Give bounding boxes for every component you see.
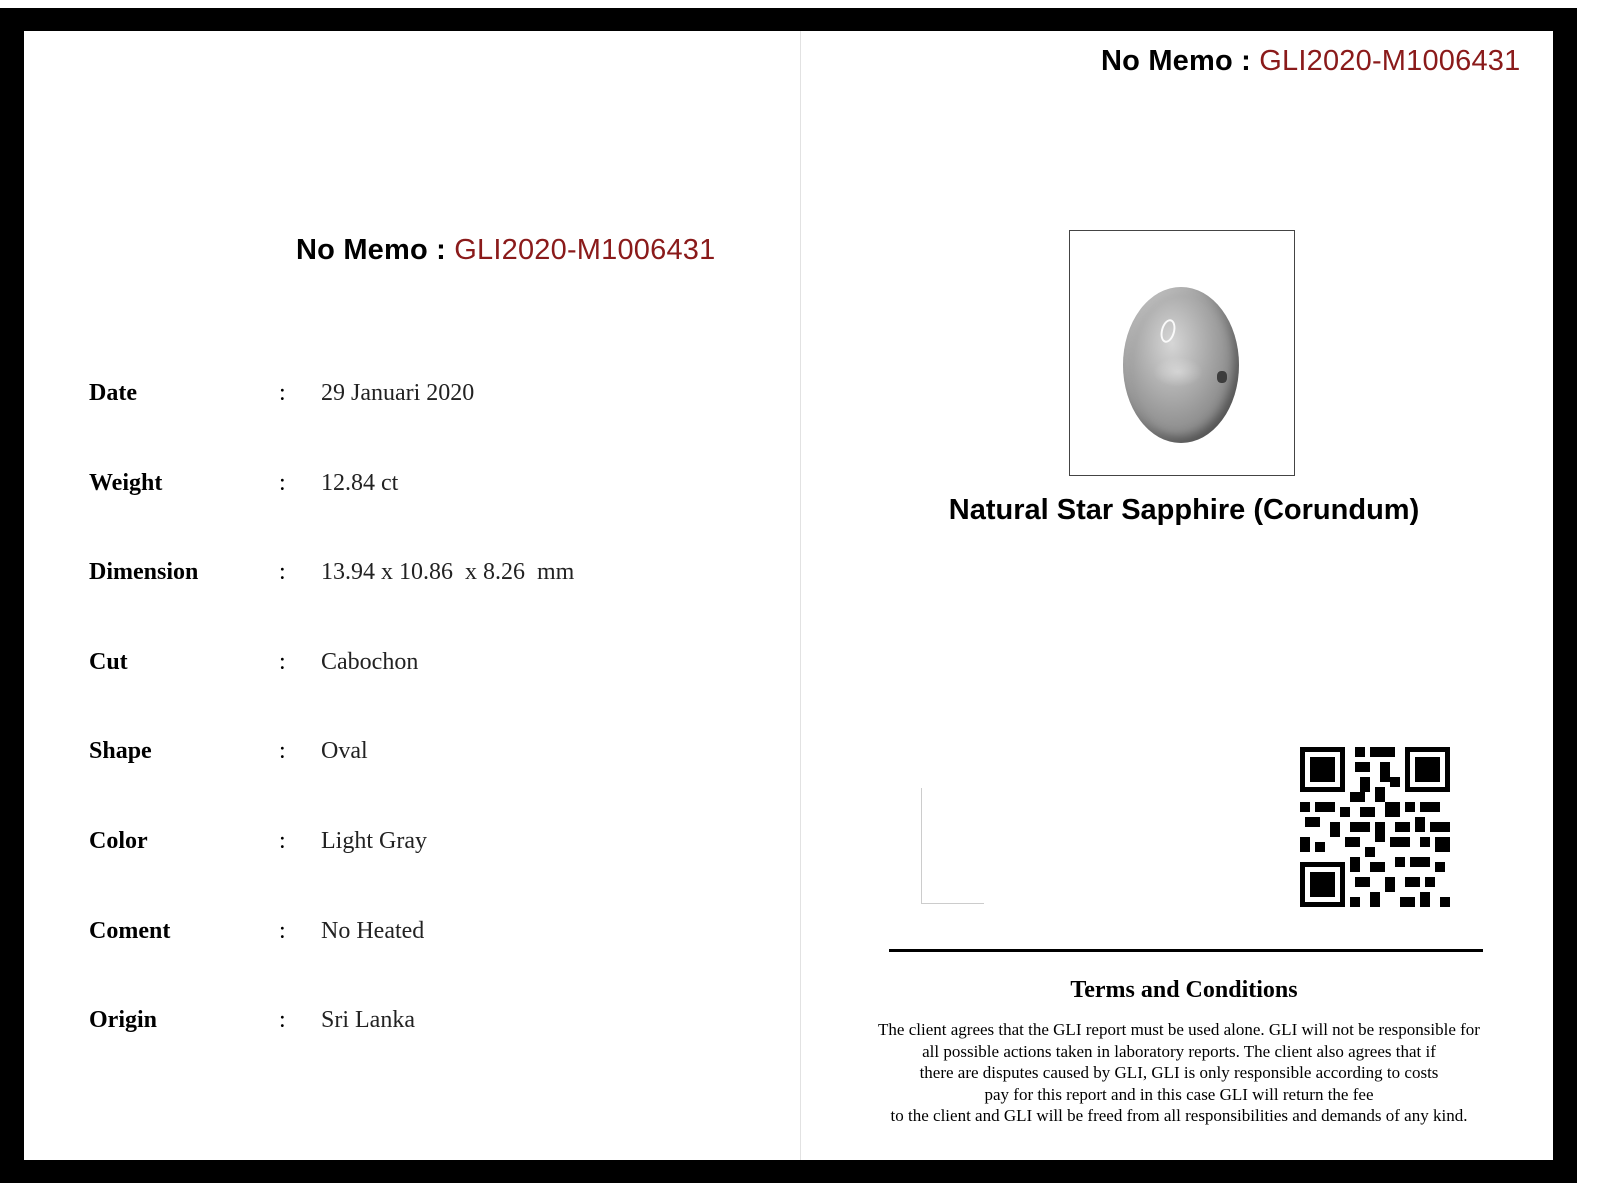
- terms-line: to the client and GLI will be freed from all responsibilities and demands of any kind.: [890, 1106, 1468, 1125]
- memo-number-left: [296, 234, 715, 267]
- field-value: Sri Lanka: [321, 1007, 415, 1033]
- field-value: 29 Januari 2020: [321, 380, 475, 406]
- field-label: Coment: [89, 918, 171, 944]
- stone-identification: Natural Star Sapphire (Corundum): [948, 494, 1420, 526]
- field-value: 12.84 ct: [321, 470, 399, 496]
- field-colon: :: [279, 828, 286, 854]
- gem-photo-frame: [1069, 230, 1295, 476]
- field-label: Origin: [89, 1007, 158, 1033]
- memo-label: No Memo :: [296, 234, 447, 266]
- field-label: Cut: [89, 649, 128, 675]
- field-label: Weight: [89, 470, 163, 496]
- field-colon: :: [279, 470, 286, 496]
- terms-line: there are disputes caused by GLI, GLI is only responsible according to costs: [919, 1063, 1439, 1082]
- field-label: Date: [89, 380, 137, 406]
- document-frame: [0, 8, 1577, 1183]
- light-reflection: [1158, 318, 1178, 345]
- inclusion-mark: [1217, 371, 1227, 383]
- field-value: Cabochon: [321, 649, 419, 675]
- field-colon: :: [279, 380, 286, 406]
- section-divider: [889, 949, 1483, 952]
- field-value: Oval: [321, 738, 368, 764]
- qr-code-icon: [1300, 747, 1450, 907]
- signature-area: [921, 788, 984, 904]
- field-colon: :: [279, 738, 286, 764]
- field-value: No Heated: [321, 918, 425, 944]
- memo-number-right: [1101, 45, 1520, 78]
- star-sapphire-photo: [1123, 287, 1239, 443]
- field-colon: :: [279, 1007, 286, 1033]
- field-label: Shape: [89, 738, 152, 764]
- asterism-glow: [1153, 357, 1203, 387]
- field-colon: :: [279, 559, 286, 585]
- field-label: Color: [89, 828, 148, 854]
- certificate-sheet: [24, 31, 1553, 1160]
- field-label: Dimension: [89, 559, 199, 585]
- terms-line: The client agrees that the GLI report must be used alone. GLI will not be responsible for: [878, 1020, 1480, 1039]
- terms-line: all possible actions taken in laboratory reports. The client also agrees that if: [922, 1041, 1436, 1061]
- terms-title: Terms and Conditions: [1070, 977, 1298, 1003]
- page-fold-divider: [800, 31, 801, 1160]
- field-value: Light Gray: [321, 828, 427, 854]
- memo-value: GLI2020-M1006431: [1259, 45, 1521, 77]
- field-colon: :: [279, 918, 286, 944]
- terms-body: [824, 1019, 1534, 1127]
- memo-label: No Memo :: [1101, 45, 1252, 77]
- memo-value: GLI2020-M1006431: [454, 234, 716, 266]
- field-value: 13.94 x 10.86 x 8.26 mm: [321, 559, 575, 585]
- field-colon: :: [279, 649, 286, 675]
- terms-line: pay for this report and in this case GLI will return the fee: [984, 1084, 1374, 1104]
